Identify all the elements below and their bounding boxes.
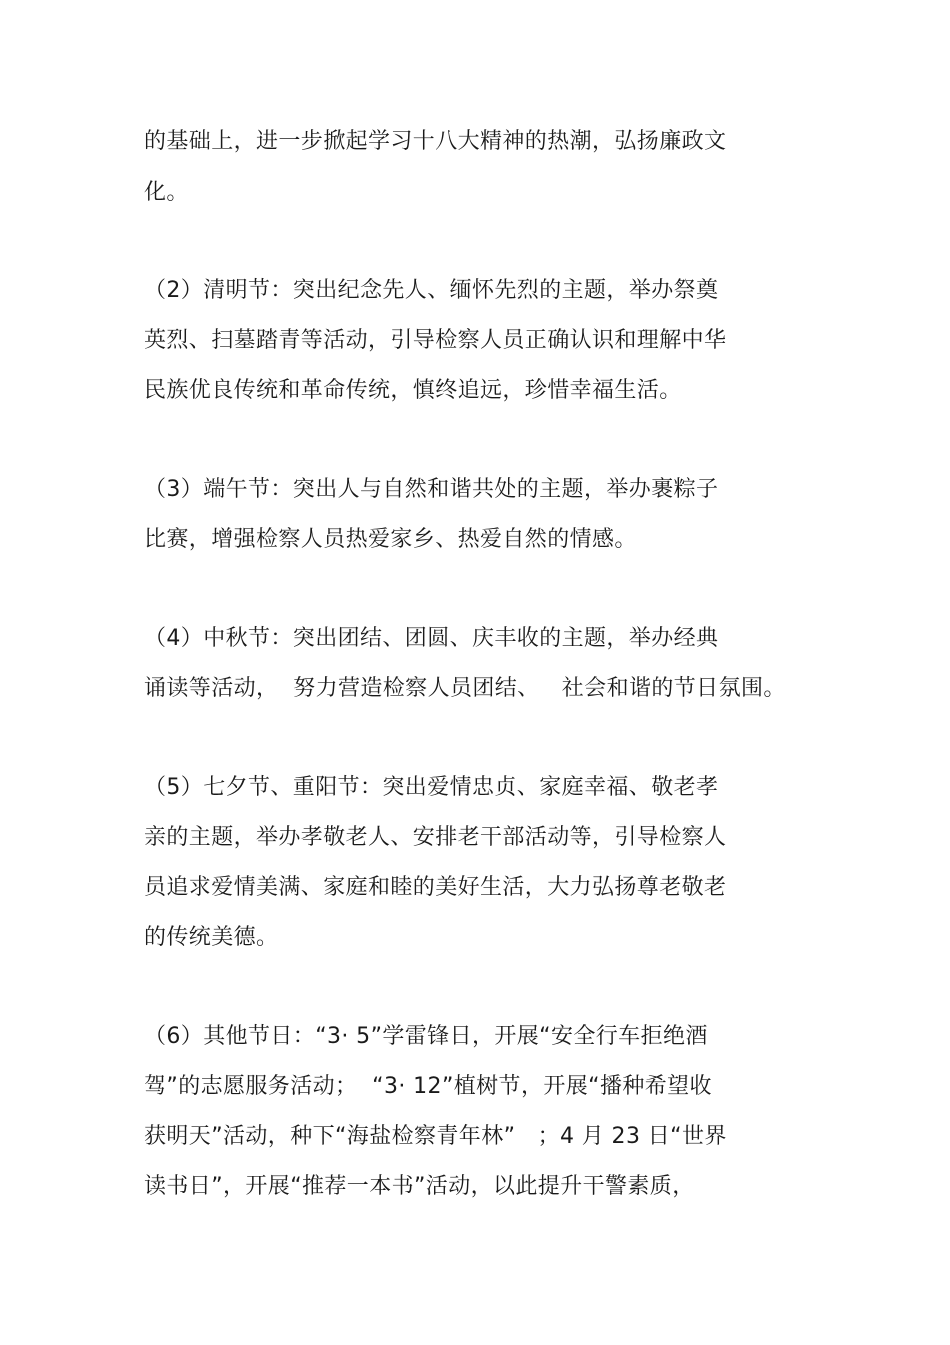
text-line: 的基础上，进一步掀起学习十八大精神的热潮，弘扬廉政文 [144, 129, 727, 154]
text-line: 读书日”，开展“推荐一本书”活动，以此提升干警素质， [144, 1174, 695, 1199]
text-line: 亲的主题，举办孝敬老人、安排老干部活动等，引导检察人 [144, 825, 727, 850]
text-line: 比赛，增强检察人员热爱家乡、热爱自然的情感。 [144, 527, 637, 552]
text-line: （2）清明节：突出纪念先人、缅怀先烈的主题，举办祭奠 [144, 278, 719, 303]
text-line: （5）七夕节、重阳节：突出爱情忠贞、家庭幸福、敬老孝 [144, 775, 719, 800]
text-line: 诵读等活动， 努力营造检察人员团结、 社会和谐的节日氛围。 [144, 676, 786, 701]
text-line: 获明天”活动，种下“海盐检察青年林” ；4 月 23 日“世界 [144, 1124, 727, 1149]
text-line: （4）中秋节：突出团结、团圆、庆丰收的主题，举办经典 [144, 626, 719, 651]
text-line: 的传统美德。 [144, 925, 279, 950]
text-line: 员追求爱情美满、家庭和睦的美好生活，大力弘扬尊老敬老 [144, 875, 727, 900]
text-line: 民族优良传统和革命传统，慎终追远，珍惜幸福生活。 [144, 378, 682, 403]
text-line: （3）端午节：突出人与自然和谐共处的主题，举办裹粽子 [144, 477, 719, 502]
text-line: 驾”的志愿服务活动； “3· 12”植树节，开展“播种希望收 [144, 1074, 712, 1099]
text-line: 化。 [144, 180, 189, 205]
text-line: （6）其他节日：“3· 5”学雷锋日，开展“安全行车拒绝酒 [144, 1024, 708, 1049]
text-line: 英烈、扫墓踏青等活动，引导检察人员正确认识和理解中华 [144, 328, 727, 353]
